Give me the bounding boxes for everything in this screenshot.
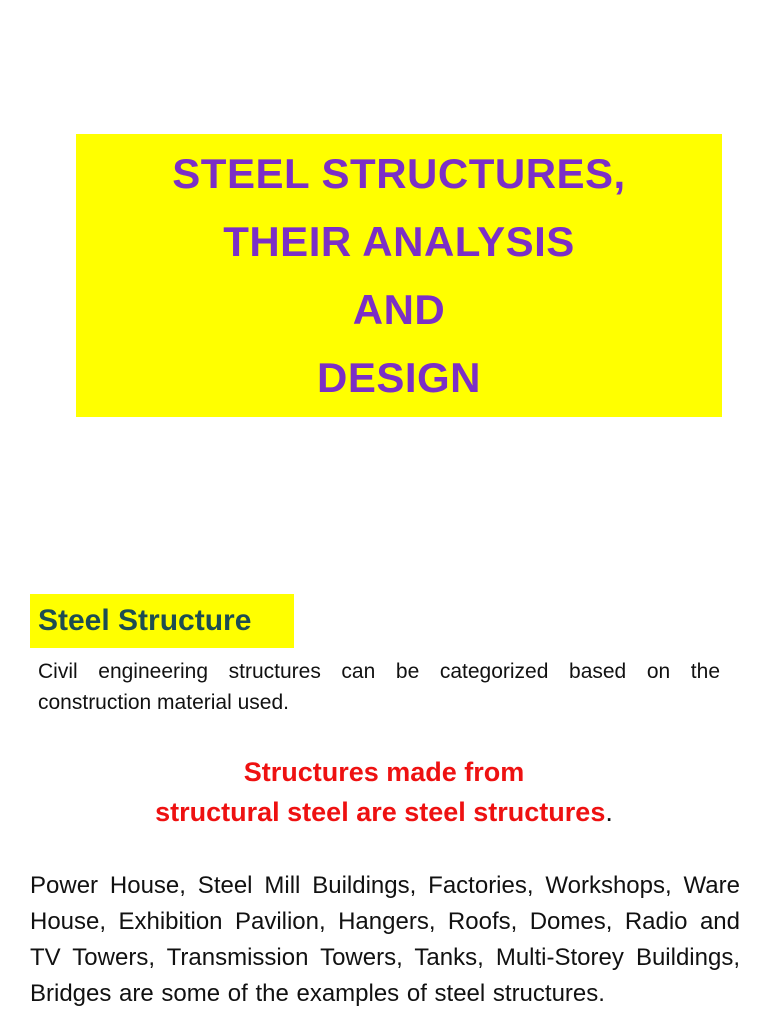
section-heading-highlight — [30, 594, 294, 648]
title-line-2: THEIR ANALYSIS — [223, 217, 575, 265]
title-line-1: STEEL STRUCTURES, — [172, 149, 626, 197]
highlight-statement — [0, 752, 768, 832]
title-line-4: DESIGN — [316, 353, 482, 401]
highlight-line-2-text: structural steel are steel structures — [155, 797, 606, 827]
section-heading: Steel Structure — [38, 604, 252, 637]
highlight-period: . — [605, 797, 613, 827]
title-banner — [76, 134, 722, 417]
highlight-line-2 — [0, 792, 768, 832]
highlight-line-1: Structures made from — [243, 757, 525, 787]
title-line-3: AND — [352, 285, 446, 333]
intro-paragraph: Civil engineering structures can be categorized based on the construction material used. — [38, 660, 720, 714]
examples-paragraph: Power House, Steel Mill Buildings, Factories, Workshops, Ware House, Exhibition Pavilion, Hangers, Roofs, Domes, Radio and TV Towers, Transmission Towers, Tanks, Multi-Storey Buildings, Bridges are some of the examples of steel structures. — [30, 872, 740, 1007]
